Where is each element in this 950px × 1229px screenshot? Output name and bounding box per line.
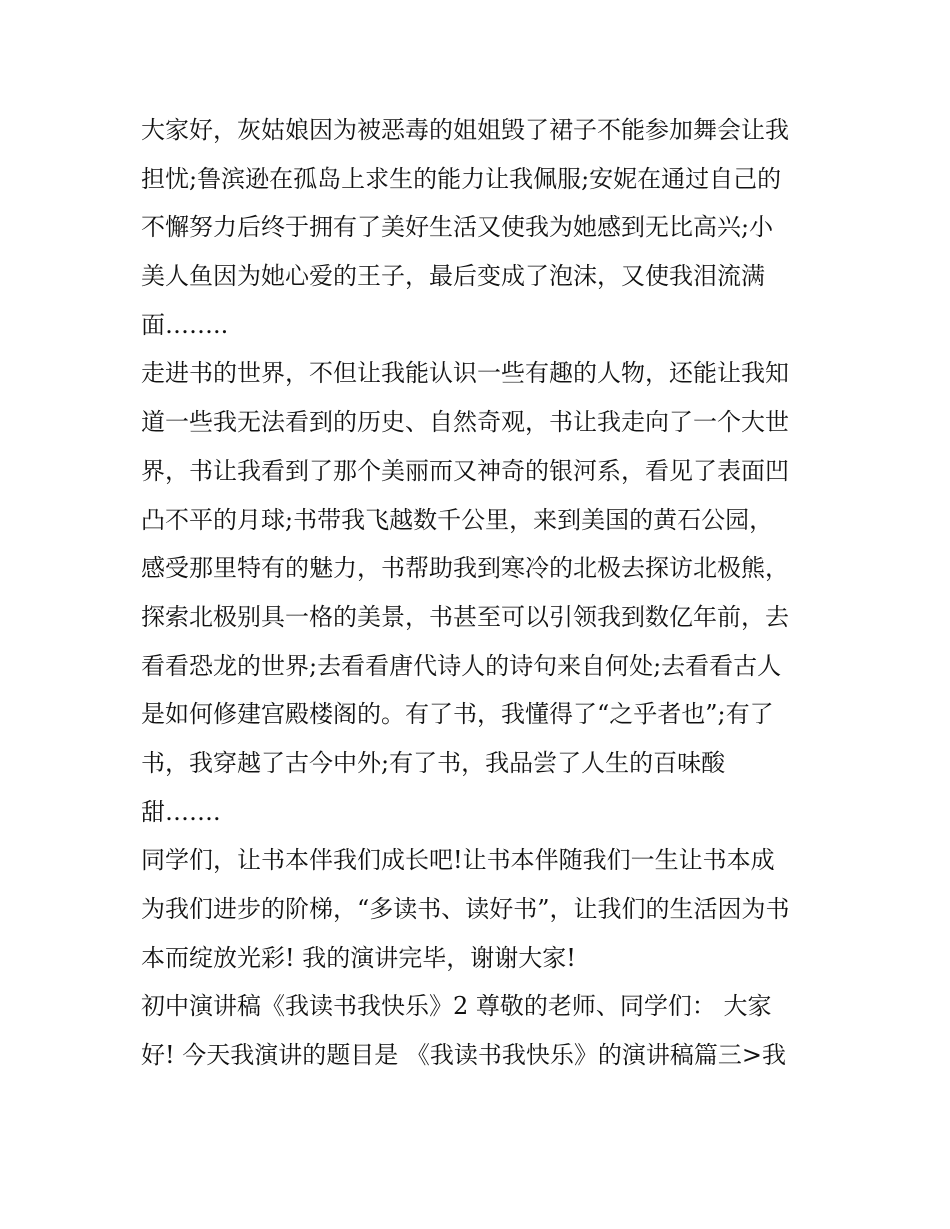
text-line: 是如何修建宫殿楼阁的。有了书，我懂得了“之乎者也”;有了	[141, 700, 774, 729]
text-line: 好! 今天我演讲的题目是 《我读书我快乐》的演讲稿篇三>我	[141, 1041, 787, 1070]
text-line: 走进书的世界，不但让我能认识一些有趣的人物，还能让我知	[141, 359, 789, 388]
text-line: 不懈努力后终于拥有了美好生活又使我为她感到无比高兴;小	[141, 213, 774, 242]
text-line: 为我们进步的阶梯，“多读书、读好书”，让我们的生活因为书	[141, 895, 790, 923]
document-body	[141, 106, 821, 1080]
text-line: 道一些我无法看到的历史、自然奇观，书让我走向了一个大世	[141, 408, 789, 437]
text-line: 担忧;鲁滨逊在孤岛上求生的能力让我佩服;安妮在通过自己的	[141, 164, 782, 193]
text-line: 初中演讲稿《我读书我快乐》2 尊敬的老师、同学们： 大家	[141, 992, 772, 1021]
text-line: 看看恐龙的世界;去看看唐代诗人的诗句来自何处;去看看古人	[141, 651, 782, 680]
text-line: 凸不平的月球;书带我飞越数千公里，来到美国的黄石公园，	[141, 505, 774, 534]
text-line: 甜…….	[141, 797, 221, 826]
text-line: 面……..	[141, 310, 229, 339]
text-line: 大家好，灰姑娘因为被恶毒的姐姐毁了裙子不能参加舞会让我	[141, 116, 789, 144]
text-line: 书，我穿越了古今中外;有了书，我品尝了人生的百味酸	[141, 748, 726, 777]
text-line: 美人鱼因为她心爱的王子，最后变成了泡沫，又使我泪流满	[141, 262, 765, 291]
text-line: 本而绽放光彩! 我的演讲完毕，谢谢大家!	[141, 943, 576, 972]
text-line: 感受那里特有的魅力，书帮助我到寒冷的北极去探访北极熊，	[141, 554, 789, 583]
text-line: 界，书让我看到了那个美丽而又神奇的银河系，看见了表面凹	[141, 456, 789, 485]
text-line: 同学们，让书本伴我们成长吧!让书本伴随我们一生让书本成	[141, 846, 775, 875]
text-line: 探索北极别具一格的美景，书甚至可以引领我到数亿年前，去	[141, 602, 789, 631]
